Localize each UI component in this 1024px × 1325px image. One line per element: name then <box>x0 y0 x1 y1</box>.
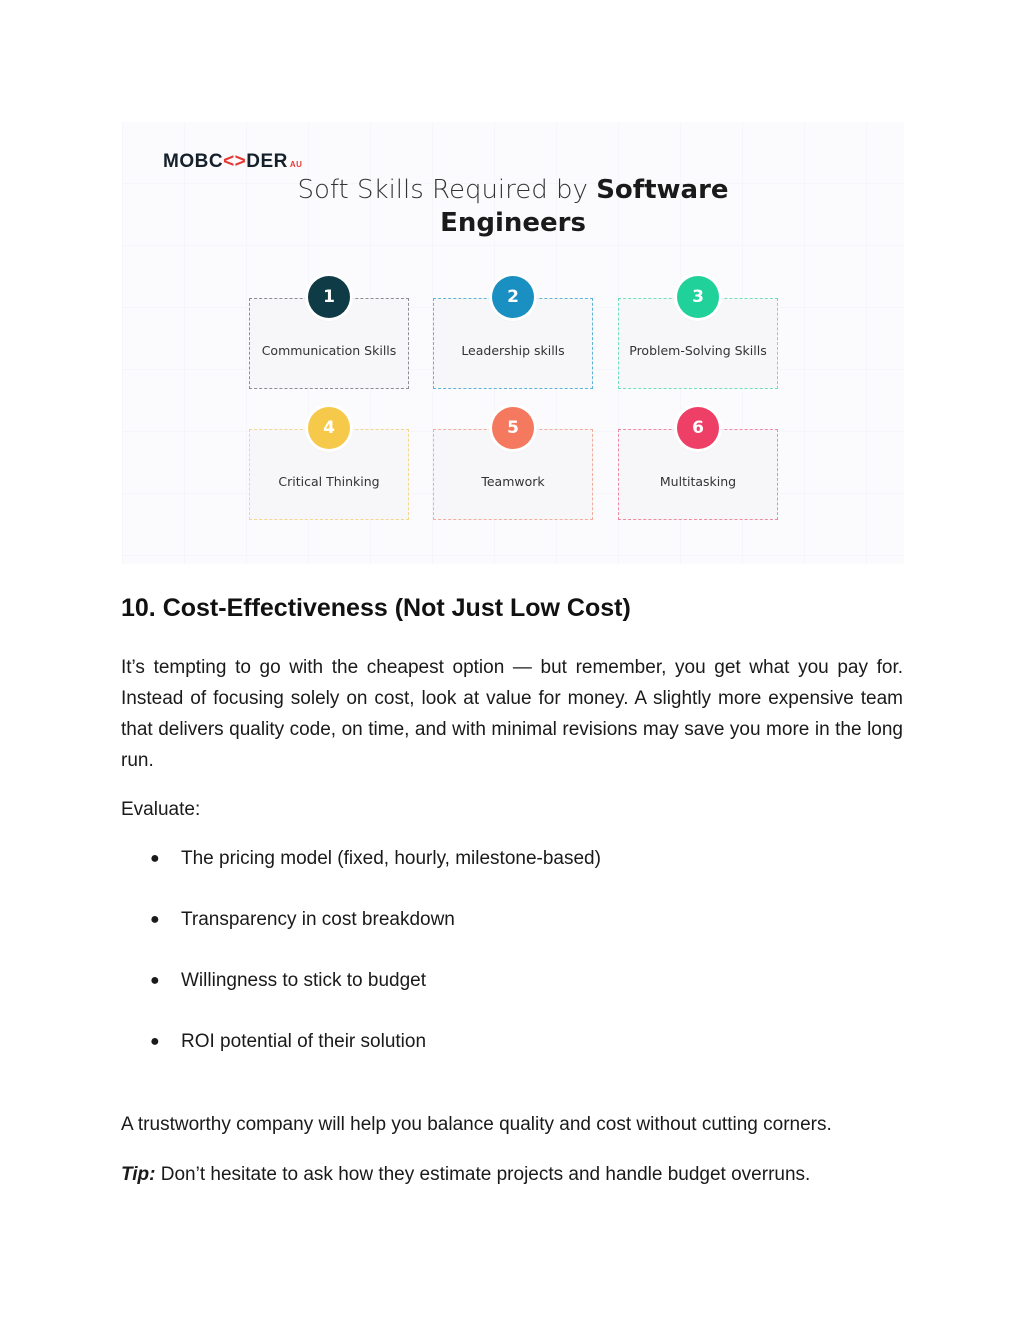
mobcoder-logo <box>163 151 302 173</box>
skill-label: Critical Thinking <box>278 474 380 489</box>
list-item <box>150 906 601 967</box>
intro-paragraph: It’s tempting to go with the cheapest option — but remember, you get what you pay for. Instead of focusing solely on cost, look at value for money. A slightly more expensive team that delivers quality code, on time, and with minimal revisions may save you more in the long run. <box>121 657 903 771</box>
bullet-icon: ● <box>150 850 160 867</box>
logo-suffix: AU <box>289 160 303 169</box>
infographic-title <box>122 174 904 240</box>
list-item-text: ROI potential of their solution <box>181 1031 427 1052</box>
list-item <box>150 1028 601 1089</box>
bullet-icon: ● <box>150 972 160 989</box>
tip-label: Tip: <box>121 1164 156 1185</box>
title-bold-2: Engineers <box>440 208 586 238</box>
list-item-text: Transparency in cost breakdown <box>181 909 455 930</box>
evaluation-list <box>150 845 601 1089</box>
skill-badge-4: 4 <box>308 407 350 449</box>
list-item <box>150 845 601 906</box>
logo-text-start: MOBC <box>163 151 224 172</box>
conclusion-paragraph: A trustworthy company will help you balance quality and cost without cutting corners. <box>121 1114 832 1135</box>
title-light: Soft Skills Required by <box>297 175 588 205</box>
list-item-text: The pricing model (fixed, hourly, milestone-based) <box>181 848 601 869</box>
skill-label: Teamwork <box>481 474 545 489</box>
tip-paragraph <box>121 1159 903 1190</box>
logo-text-end: DER <box>246 151 288 172</box>
skill-label: Leadership skills <box>461 343 565 358</box>
skill-badge-3: 3 <box>677 276 719 318</box>
skill-badge-5: 5 <box>492 407 534 449</box>
skills-infographic <box>122 122 904 564</box>
skill-badge-1: 1 <box>308 276 350 318</box>
skill-label: Multitasking <box>659 474 737 489</box>
logo-code-glyph: <> <box>223 151 247 172</box>
skill-badge-6: 6 <box>677 407 719 449</box>
skill-label: Problem-Solving Skills <box>629 343 767 358</box>
evaluate-label: Evaluate: <box>121 799 201 820</box>
list-item <box>150 967 601 1028</box>
section-heading: 10. Cost-Effectiveness (Not Just Low Cost) <box>121 594 631 622</box>
tip-text: Don’t hesitate to ask how they estimate projects and handle budget overruns. <box>155 1164 811 1185</box>
bullet-icon: ● <box>150 911 160 928</box>
skill-label: Communication Skills <box>261 343 397 358</box>
title-bold-1: Software <box>596 175 729 205</box>
skill-badge-2: 2 <box>492 276 534 318</box>
bullet-icon: ● <box>150 1033 160 1050</box>
list-item-text: Willingness to stick to budget <box>181 970 427 991</box>
